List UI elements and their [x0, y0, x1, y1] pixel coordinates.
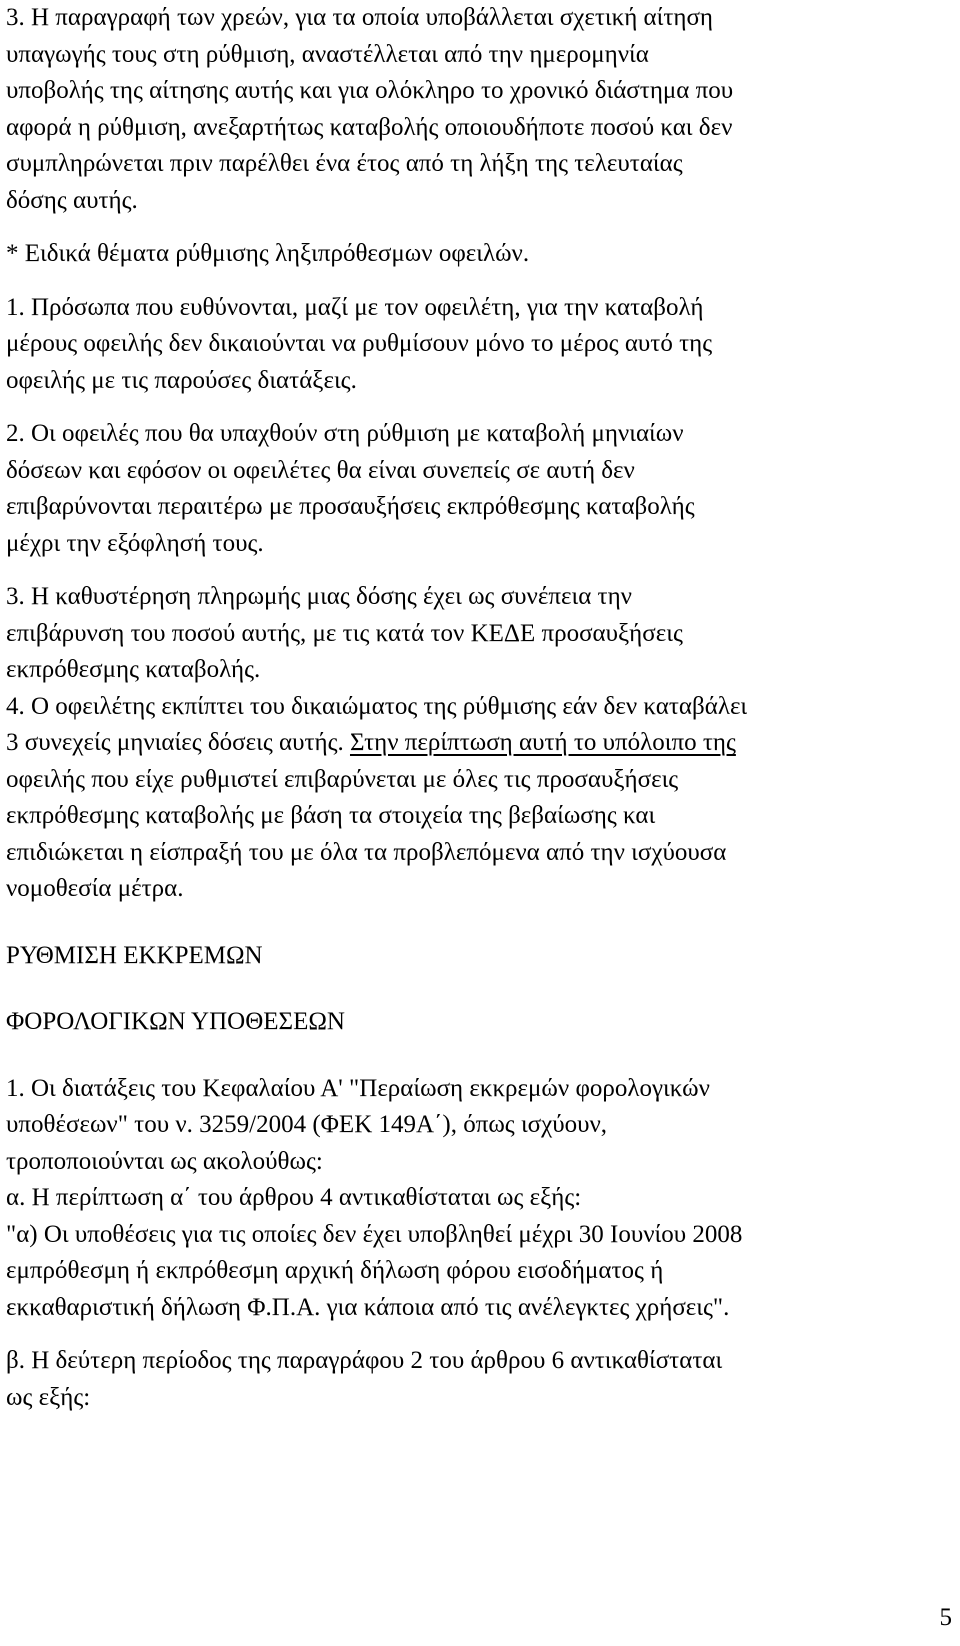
text-line: υπαγωγής τους στη ρύθμιση, αναστέλλεται από την ημερομηνία — [6, 40, 649, 68]
text-line: δόσης αυτής. — [6, 186, 138, 214]
spacer — [6, 219, 956, 236]
spacer — [6, 974, 956, 1004]
text-line: επιβαρύνονται περαιτέρω με προσαυξήσεις εκπρόθεσμης καταβολής — [6, 493, 695, 520]
item-b — [6, 1343, 956, 1416]
spacer — [6, 1041, 956, 1071]
spacer — [6, 273, 956, 290]
text-line: υποβολής της αίτησης αυτής και για ολόκληρο το χρονικό διάστημα που — [6, 77, 734, 104]
text-line: 2. Οι οφειλές που θα υπαχθούν στη ρύθμιση με καταβολή μηνιαίων — [6, 420, 684, 447]
text-line: 1. Οι διατάξεις του Κεφαλαίου Α' "Περαίωση εκκρεμών φορολογικών — [6, 1074, 710, 1102]
spacer — [6, 908, 956, 938]
text-line — [6, 725, 956, 762]
section-heading-line-2 — [6, 1004, 956, 1041]
special-topics-heading — [6, 236, 956, 273]
paragraph-3 — [6, 0, 956, 219]
spacer — [6, 1326, 956, 1343]
text-line: "α) Οι υποθέσεις για τις οποίες δεν έχει υποβληθεί μέχρι 30 Ιουνίου 2008 — [6, 1220, 743, 1248]
spacer — [6, 399, 956, 416]
text-line: υποθέσεων" του ν. 3259/2004 (ΦΕΚ 149Α΄), όπως ισχύουν, — [6, 1111, 608, 1138]
text-line: ως εξής: — [6, 1383, 91, 1411]
item-1 — [6, 290, 956, 400]
text-line: 4. Ο οφειλέτης εκπίπτει του δικαιώματος της ρύθμισης εάν δεν καταβάλει — [6, 692, 748, 720]
text-line: α. Η περίπτωση α΄ του άρθρου 4 αντικαθίσταται ως εξής: — [6, 1184, 582, 1211]
document-page — [6, 0, 956, 1416]
text-line: επιβάρυνση του ποσού αυτής, με τις κατά τον ΚΕΔΕ προσαυξήσεις — [6, 619, 683, 647]
item-3 — [6, 579, 956, 689]
text-line: 3. Η καθυστέρηση πληρωμής μιας δόσης έχει ως συνέπεια την — [6, 583, 632, 610]
section-item-1 — [6, 1071, 956, 1327]
section-heading-line-1 — [6, 938, 956, 975]
text-line: τροποποιούνται ως ακολούθως: — [6, 1147, 323, 1175]
text-line: εκπρόθεσμης καταβολής. — [6, 656, 261, 683]
item-2 — [6, 416, 956, 562]
text-line: οφειλής που είχε ρυθμιστεί επιβαρύνεται με όλες τις προσαυξήσεις — [6, 765, 679, 793]
item-4 — [6, 689, 956, 908]
text-line: εκπρόθεσμης καταβολής με βάση τα στοιχεία της βεβαίωσης και — [6, 802, 656, 829]
text-underlined: Στην περίπτωση αυτή το υπόλοιπο της — [349, 729, 736, 756]
page-number: 5 — [939, 1604, 952, 1631]
text-line: β. Η δεύτερη περίοδος της παραγράφου 2 του άρθρου 6 αντικαθίσταται — [6, 1347, 723, 1374]
text-line: 1. Πρόσωπα που ευθύνονται, μαζί με τον οφειλέτη, για την καταβολή — [6, 293, 704, 321]
text-line: 3. Η παραγραφή των χρεών, για τα οποία υποβάλλεται σχετική αίτηση — [6, 4, 714, 31]
text-line: νομοθεσία μέτρα. — [6, 875, 184, 902]
spacer — [6, 562, 956, 579]
text-line: εμπρόθεσμη ή εκπρόθεσμη αρχική δήλωση φόρου εισοδήματος ή — [6, 1257, 664, 1284]
text-line: ΦΟΡΟΛΟΓΙΚΩΝ ΥΠΟΘΕΣΕΩΝ — [6, 1008, 345, 1035]
text-line: * Ειδικά θέματα ρύθμισης ληξιπρόθεσμων οφειλών. — [6, 240, 530, 267]
text-line: αφορά η ρύθμιση, ανεξαρτήτως καταβολής οποιουδήποτε ποσού και δεν — [6, 113, 733, 141]
text-line: οφειλής με τις παρούσες διατάξεις. — [6, 366, 357, 394]
text-line: μέχρι την εξόφλησή τους. — [6, 529, 264, 557]
text-line: συμπληρώνεται πριν παρέλθει ένα έτος από τη λήξη της τελευταίας — [6, 150, 683, 177]
text-line: εκκαθαριστική δήλωση Φ.Π.Α. για κάποια από τις ανέλεγκτες χρήσεις". — [6, 1293, 730, 1321]
text-line: επιδιώκεται η είσπραξή του με όλα τα προβλεπόμενα από την ισχύουσα — [6, 838, 727, 866]
text-line: δόσεων και εφόσον οι οφειλέτες θα είναι συνεπείς σε αυτή δεν — [6, 456, 635, 484]
text-plain: 3 συνεχείς μηνιαίες δόσεις αυτής. — [6, 729, 344, 756]
text-line: μέρους οφειλής δεν δικαιούνται να ρυθμίσουν μόνο το μέρος αυτό της — [6, 330, 713, 357]
text-line: ΡΥΘΜΙΣΗ ΕΚΚΡΕΜΩΝ — [6, 941, 263, 969]
